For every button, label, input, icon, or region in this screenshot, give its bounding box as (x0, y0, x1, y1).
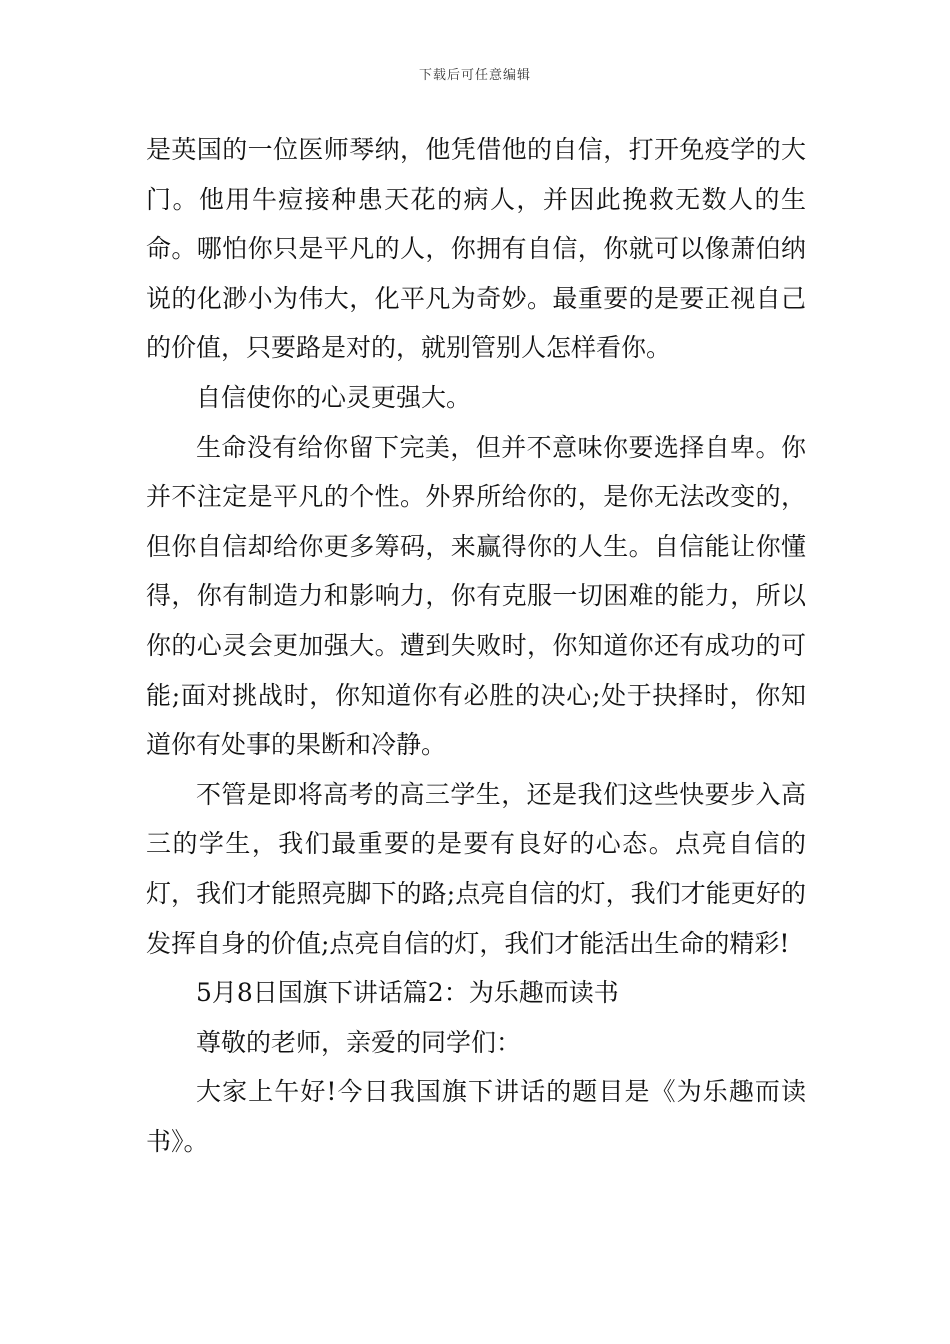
speech-salutation: 尊敬的老师，亲爱的同学们： (196, 1027, 522, 1057)
speech-opening: 大家上午好!今日我国旗下讲话的题目是《为乐趣而读书》。 (146, 1077, 806, 1156)
page-header-note: 下载后可任意编辑 (418, 68, 531, 83)
paragraph-confidence-heading: 自信使你的心灵更强大。 (196, 382, 472, 412)
paragraph-senior-students: 不管是即将高考的高三学生，还是我们这些快要步入高三的学生，我们最重要的是要有良好的心态。点亮自信的灯，我们才能照亮脚下的路;点亮自信的灯，我们才能更好的发挥自身的价值;点亮自信的灯，我们才能活出生命的精彩! (146, 779, 806, 958)
paragraph-life-not-perfect: 生命没有给你留下完美，但并不意味你要选择自卑。你并不注定是平凡的个性。外界所给你的，是你无法改变的，但你自信却给你更多筹码，来赢得你的人生。自信能让你懂得，你有制造力和影响力，你有克服一切困难的能力，所以你的心灵会更加强大。遭到失败时，你知道你还有成功的可能;面对挑战时，你知道你有必胜的决心;处于抉择时，你知道你有处事的果断和冷静。 (146, 432, 806, 760)
document-body (146, 125, 806, 1166)
speech-2-title: 5月8日国旗下讲话篇2：为乐趣而读书 (196, 978, 619, 1008)
paragraph-continuation: 是英国的一位医师琴纳，他凭借他的自信，打开免疫学的大门。他用牛痘接种患天花的病人，并因此挽救无数人的生命。哪怕你只是平凡的人，你拥有自信，你就可以像萧伯纳说的化渺小为伟大，化平凡为奇妙。最重要的是要正视自己的价值，只要路是对的，就别管别人怎样看你。 (146, 135, 806, 363)
